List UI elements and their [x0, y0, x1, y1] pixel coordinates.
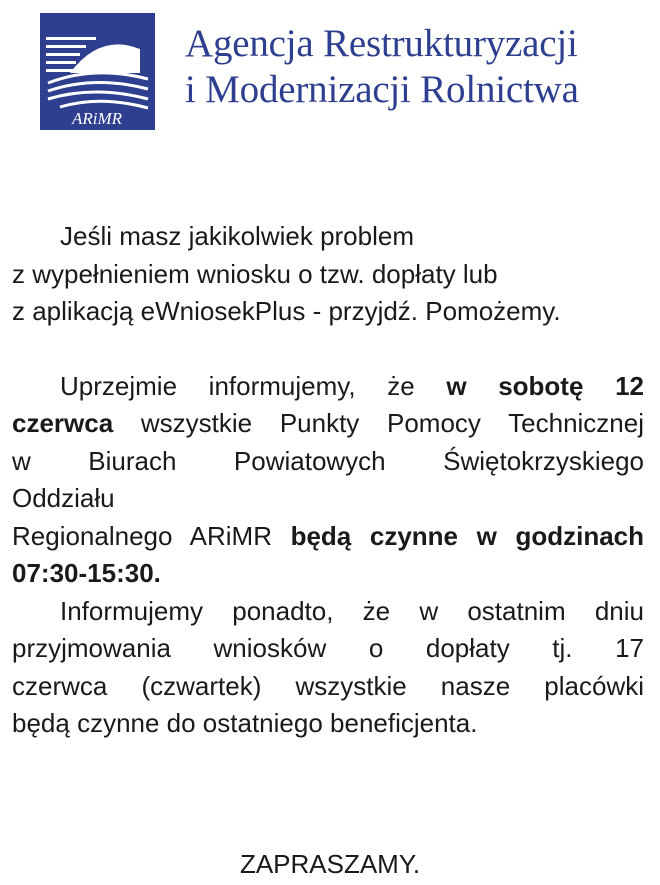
saturday-line-4: Oddziału — [12, 483, 115, 513]
help-paragraph — [12, 218, 644, 331]
org-name-line2: i Modernizacji Rolnictwa — [185, 68, 579, 111]
help-line-1: Jeśli masz jakikolwiek problem — [60, 221, 414, 251]
text-span: Regionalnego ARiMR — [12, 520, 291, 551]
text-span: Uprzejmie informujemy, że — [60, 370, 447, 401]
bold-hours: 07:30-15:30. — [12, 558, 161, 588]
logo-text: ARiMR — [71, 109, 123, 128]
saturday-line-1 — [12, 368, 644, 406]
arimr-logo — [40, 13, 155, 130]
deadline-line-1: Informujemy ponadto, że w ostatnim dniu — [60, 595, 644, 626]
bold-month: czerwca — [12, 408, 114, 438]
saturday-line-2 — [12, 405, 644, 443]
help-line-3: z aplikacją eWniosekPlus - przyjdź. Pomożemy. — [12, 296, 561, 326]
bold-date: w sobotę 12 — [446, 370, 644, 401]
organization-name — [185, 21, 579, 113]
help-line-2: z wypełnieniem wniosku o tzw. dopłaty lub — [12, 258, 498, 289]
header — [40, 13, 640, 130]
saturday-line-5 — [12, 518, 644, 556]
deadline-line-4: będą czynne do ostatniego beneficjenta. — [12, 708, 478, 738]
saturday-line-6 — [12, 555, 644, 593]
deadline-paragraph — [12, 593, 644, 743]
closing-text: ZAPRASZAMY. — [239, 849, 421, 879]
deadline-line-2: przyjmowania wniosków o dopłaty tj. 17 — [12, 633, 644, 663]
text-span: wszystkie Punkty Pomocy Technicznej — [113, 408, 644, 438]
saturday-paragraph — [12, 368, 644, 593]
saturday-line-3: w Biurach Powiatowych Świętokrzyskiego — [12, 445, 644, 476]
notice-body — [12, 218, 644, 743]
org-name-line1: Agencja Restrukturyzacji — [185, 22, 578, 65]
bold-hours-label: będą czynne w godzinach — [290, 520, 644, 551]
deadline-line-3: czerwca (czwartek) wszystkie nasze placówki — [12, 670, 644, 701]
